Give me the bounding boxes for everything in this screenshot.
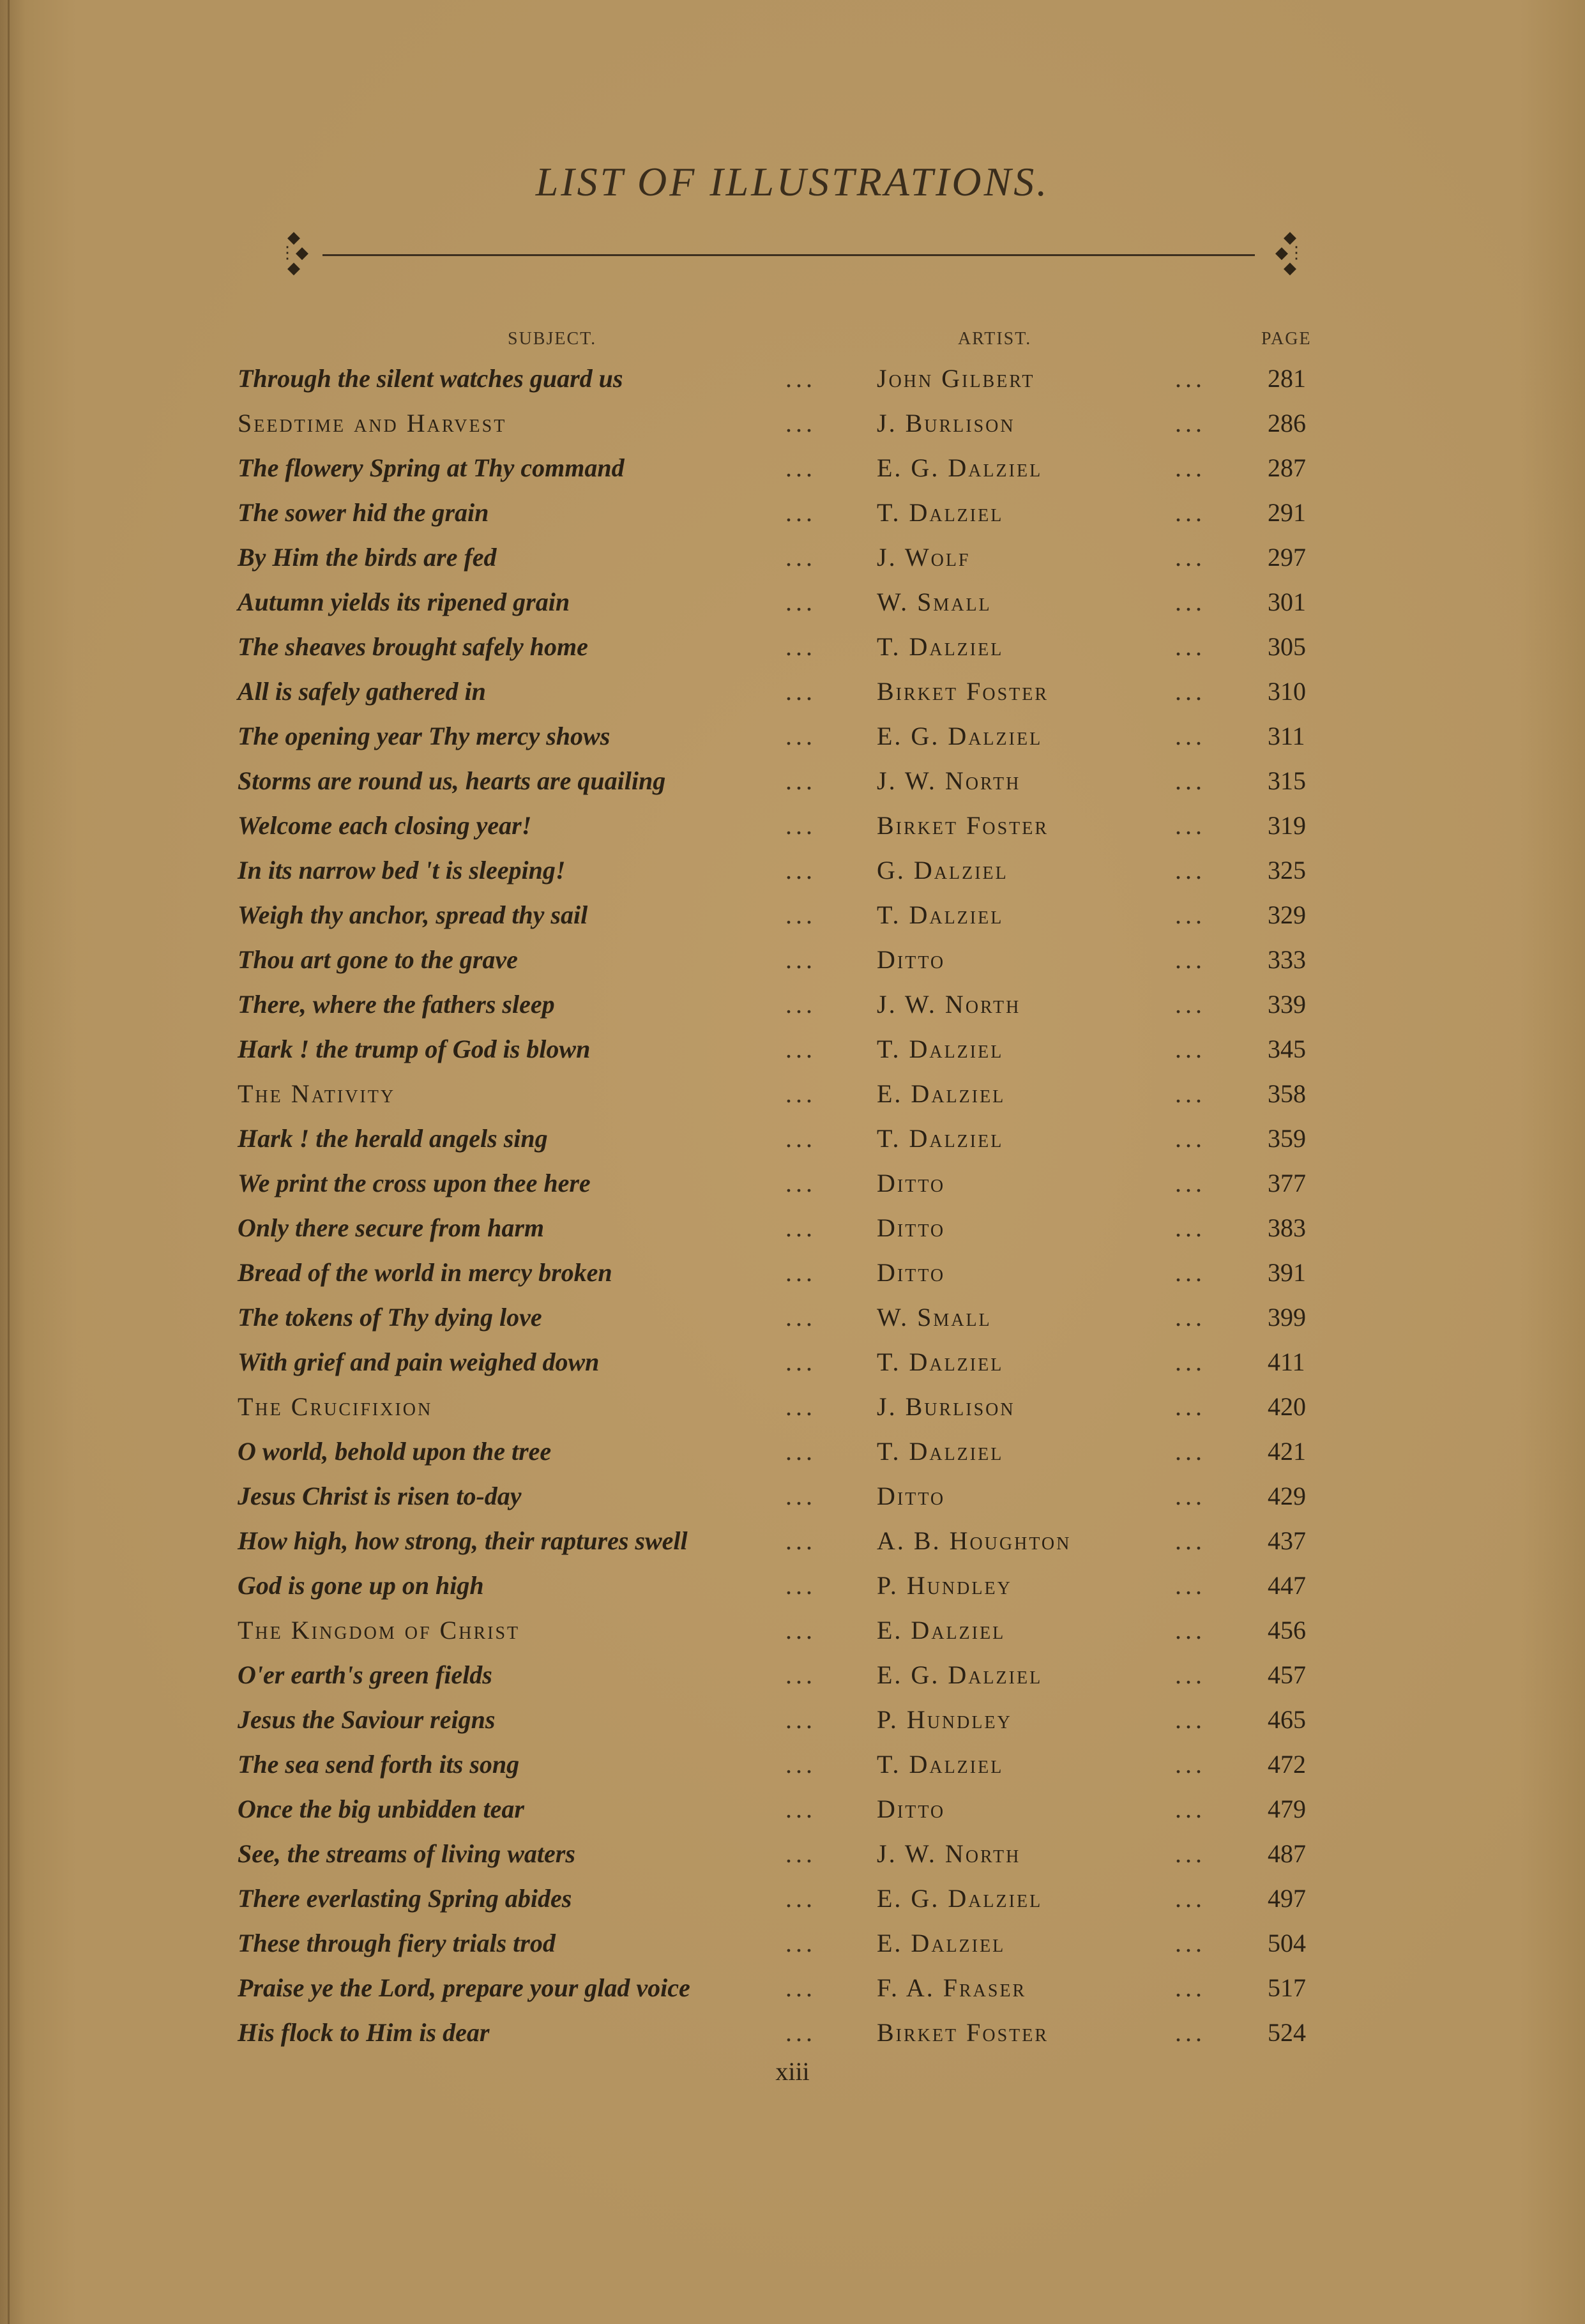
illustration-subject: Hark ! the herald angels sing [238, 1124, 548, 1153]
illustration-artist: J. Burlison [877, 409, 1015, 437]
illustration-artist: T. Dalziel [877, 1750, 1004, 1779]
dot-leader: ... [785, 1973, 816, 2002]
dot-leader: ... [785, 722, 816, 750]
illustration-page-number: 286 [1268, 409, 1306, 437]
dot-leader: ... [1175, 900, 1206, 929]
illustration-artist: E. G. Dalziel [877, 1660, 1043, 1689]
illustration-artist: Ditto [877, 1169, 946, 1197]
dot-leader: ... [1175, 677, 1206, 706]
dot-leader: ... [1175, 543, 1206, 572]
illustration-subject: There, where the fathers sleep [238, 990, 555, 1019]
list-item [0, 490, 1585, 535]
illustration-subject: Welcome each closing year! [238, 811, 532, 840]
list-item [0, 356, 1585, 401]
illustration-page-number: 517 [1268, 1973, 1306, 2002]
illustration-page-number: 447 [1268, 1571, 1306, 1600]
dot-leader: ... [1175, 498, 1206, 527]
page-number: xiii [775, 2057, 810, 2086]
illustration-subject: Jesus the Saviour reigns [238, 1705, 496, 1734]
column-headers [0, 329, 1585, 354]
list-item [0, 1161, 1585, 1206]
dot-leader: ... [785, 1929, 816, 1957]
list-item [0, 1787, 1585, 1832]
illustration-page-number: 391 [1268, 1258, 1306, 1287]
dot-leader: ... [785, 1035, 816, 1063]
dot-leader: ... [785, 1213, 816, 1242]
illustration-page-number: 315 [1268, 766, 1306, 795]
dot-leader: ... [1175, 1929, 1206, 1957]
illustration-artist: E. G. Dalziel [877, 453, 1043, 482]
dot-leader: ... [785, 1124, 816, 1153]
list-item [0, 1340, 1585, 1385]
illustration-artist: E. Dalziel [877, 1929, 1006, 1957]
illustration-page-number: 291 [1268, 498, 1306, 527]
illustration-subject: God is gone up on high [238, 1571, 484, 1600]
dot-leader: ... [785, 1660, 816, 1689]
list-item [0, 535, 1585, 580]
dot-leader: ... [1175, 1437, 1206, 1466]
horizontal-rule [322, 254, 1255, 256]
dot-leader: ... [785, 1437, 816, 1466]
list-item [0, 401, 1585, 446]
illustration-artist: E. G. Dalziel [877, 722, 1043, 750]
dot-leader: ... [1175, 811, 1206, 840]
dot-leader: ... [1175, 1258, 1206, 1287]
dot-leader: ... [1175, 1839, 1206, 1868]
illustration-subject: There everlasting Spring abides [238, 1884, 572, 1913]
illustration-page-number: 319 [1268, 811, 1306, 840]
dot-leader: ... [1175, 1660, 1206, 1689]
illustration-page-number: 339 [1268, 990, 1306, 1019]
illustration-artist: John Gilbert [877, 364, 1035, 393]
title-rule [255, 224, 1328, 287]
illustration-subject: With grief and pain weighed down [238, 1348, 600, 1376]
illustration-subject: By Him the birds are fed [238, 543, 497, 572]
illustration-artist: Ditto [877, 1213, 946, 1242]
dot-leader: ... [785, 409, 816, 437]
dot-leader: ... [1175, 632, 1206, 661]
illustration-subject: In its narrow bed 't is sleeping! [238, 856, 566, 885]
illustration-page-number: 333 [1268, 945, 1306, 974]
illustration-page-number: 359 [1268, 1124, 1306, 1153]
illustration-artist: E. Dalziel [877, 1616, 1006, 1644]
dot-leader: ... [785, 1616, 816, 1644]
dot-leader: ... [1175, 1616, 1206, 1644]
dot-leader: ... [785, 856, 816, 885]
illustration-artist: E. Dalziel [877, 1079, 1006, 1108]
illustration-artist: T. Dalziel [877, 1124, 1004, 1153]
illustration-subject: Weigh thy anchor, spread thy sail [238, 900, 588, 929]
illustration-artist: G. Dalziel [877, 856, 1008, 885]
illustration-artist: W. Small [877, 588, 992, 616]
dot-leader: ... [1175, 1482, 1206, 1510]
illustration-artist: T. Dalziel [877, 1437, 1004, 1466]
illustration-page-number: 358 [1268, 1079, 1306, 1108]
illustration-subject: Autumn yields its ripened grain [238, 588, 570, 616]
illustration-page-number: 399 [1268, 1303, 1306, 1332]
dot-leader: ... [1175, 1526, 1206, 1555]
illustration-subject: Hark ! the trump of God is blown [238, 1035, 591, 1063]
illustration-subject: How high, how strong, their raptures swell [238, 1526, 688, 1555]
dot-leader: ... [1175, 1884, 1206, 1913]
dot-leader: ... [1175, 364, 1206, 393]
illustration-artist: Birket Foster [877, 811, 1049, 840]
illustration-subject: Through the silent watches guard us [238, 364, 623, 393]
illustration-page-number: 497 [1268, 1884, 1306, 1913]
illustration-page-number: 310 [1268, 677, 1306, 706]
illustration-page-number: 472 [1268, 1750, 1306, 1779]
illustration-artist: T. Dalziel [877, 498, 1004, 527]
illustration-artist: J. Burlison [877, 1392, 1015, 1421]
illustration-subject: The opening year Thy mercy shows [238, 722, 610, 750]
dot-leader: ... [785, 900, 816, 929]
list-item [0, 1563, 1585, 1608]
dot-leader: ... [1175, 1705, 1206, 1734]
dot-leader: ... [785, 945, 816, 974]
dot-leader: ... [1175, 766, 1206, 795]
illustration-subject: The sheaves brought safely home [238, 632, 588, 661]
illustration-subject: The flowery Spring at Thy command [238, 453, 625, 482]
illustration-page-number: 487 [1268, 1839, 1306, 1868]
list-item [0, 1027, 1585, 1072]
illustration-subject: His flock to Him is dear [238, 2018, 490, 2047]
illustration-artist: Ditto [877, 1258, 946, 1287]
dot-leader: ... [1175, 1392, 1206, 1421]
list-item [0, 893, 1585, 938]
list-item [0, 625, 1585, 669]
list-item [0, 714, 1585, 759]
illustration-subject: Thou art gone to the grave [238, 945, 518, 974]
list-item [0, 1653, 1585, 1697]
illustration-subject: Praise ye the Lord, prepare your glad voice [238, 1973, 690, 2002]
list-item [0, 1876, 1585, 1921]
illustration-subject: These through fiery trials trod [238, 1929, 556, 1957]
illustration-page-number: 281 [1268, 364, 1306, 393]
page-header: PAGE [1261, 329, 1312, 349]
illustration-artist: Ditto [877, 1795, 946, 1823]
illustration-page-number: 456 [1268, 1616, 1306, 1644]
illustration-artist: T. Dalziel [877, 632, 1004, 661]
illustration-subject: Bread of the world in mercy broken [238, 1258, 612, 1287]
dot-leader: ... [1175, 722, 1206, 750]
illustration-artist: T. Dalziel [877, 1035, 1004, 1063]
list-item [0, 1697, 1585, 1742]
artist-header: ARTIST. [958, 329, 1032, 349]
dot-leader: ... [785, 1079, 816, 1108]
dot-leader: ... [785, 588, 816, 616]
illustration-page-number: 504 [1268, 1929, 1306, 1957]
illustration-artist: A. B. Houghton [877, 1526, 1072, 1555]
dot-leader: ... [1175, 1571, 1206, 1600]
dot-leader: ... [1175, 1213, 1206, 1242]
dot-leader: ... [1175, 1750, 1206, 1779]
illustration-subject: The Crucifixion [238, 1392, 433, 1421]
illustration-page-number: 383 [1268, 1213, 1306, 1242]
illustration-subject: O'er earth's green fields [238, 1660, 492, 1689]
illustration-artist: T. Dalziel [877, 900, 1004, 929]
list-item [0, 1072, 1585, 1116]
dot-leader: ... [1175, 990, 1206, 1019]
list-item [0, 1385, 1585, 1429]
dot-leader: ... [785, 1348, 816, 1376]
dot-leader: ... [1175, 1348, 1206, 1376]
dot-leader: ... [785, 1795, 816, 1823]
illustration-artist: J. W. North [877, 1839, 1021, 1868]
subject-header: SUBJECT. [508, 329, 597, 349]
illustration-page-number: 311 [1268, 722, 1305, 750]
dot-leader: ... [1175, 2018, 1206, 2047]
illustration-artist: P. Hundley [877, 1705, 1012, 1734]
list-item [0, 982, 1585, 1027]
list-item [0, 2010, 1585, 2055]
dot-leader: ... [1175, 453, 1206, 482]
illustration-artist: P. Hundley [877, 1571, 1012, 1600]
illustration-subject: Only there secure from harm [238, 1213, 544, 1242]
dot-leader: ... [785, 1839, 816, 1868]
dot-leader: ... [785, 1705, 816, 1734]
dot-leader: ... [1175, 1973, 1206, 2002]
illustration-page-number: 377 [1268, 1169, 1306, 1197]
dot-leader: ... [1175, 1124, 1206, 1153]
dot-leader: ... [785, 677, 816, 706]
illustration-subject: Storms are round us, hearts are quailing [238, 766, 666, 795]
illustration-subject: The sower hid the grain [238, 498, 489, 527]
dot-leader: ... [1175, 1303, 1206, 1332]
list-item [0, 1474, 1585, 1519]
illustration-artist: W. Small [877, 1303, 992, 1332]
dot-leader: ... [1175, 409, 1206, 437]
dot-leader: ... [1175, 945, 1206, 974]
dot-leader: ... [785, 453, 816, 482]
dot-leader: ... [785, 766, 816, 795]
dot-leader: ... [785, 2018, 816, 2047]
illustration-artist: T. Dalziel [877, 1348, 1004, 1376]
dot-leader: ... [785, 1884, 816, 1913]
illustration-page-number: 421 [1268, 1437, 1306, 1466]
illustration-subject: The tokens of Thy dying love [238, 1303, 542, 1332]
dot-leader: ... [785, 1303, 816, 1332]
illustration-subject: The Kingdom of Christ [238, 1616, 520, 1644]
list-item [0, 446, 1585, 490]
dot-leader: ... [785, 1750, 816, 1779]
illustration-subject: Jesus Christ is risen to-day [238, 1482, 522, 1510]
dot-leader: ... [785, 364, 816, 393]
list-item [0, 580, 1585, 625]
illustration-page-number: 429 [1268, 1482, 1306, 1510]
list-item [0, 1966, 1585, 2010]
page-title: LIST OF ILLUSTRATIONS. [535, 159, 1050, 204]
dot-leader: ... [1175, 856, 1206, 885]
list-item [0, 1116, 1585, 1161]
dot-leader: ... [785, 1571, 816, 1600]
dot-leader: ... [785, 811, 816, 840]
dot-leader: ... [785, 498, 816, 527]
diamond-ornament-icon: ◆ ⋮◆ ◆ [279, 228, 308, 277]
dot-leader: ... [785, 632, 816, 661]
dot-leader: ... [785, 1526, 816, 1555]
list-item [0, 1519, 1585, 1563]
illustration-page-number: 325 [1268, 856, 1306, 885]
list-item [0, 1295, 1585, 1340]
illustration-artist: Birket Foster [877, 677, 1049, 706]
diamond-ornament-icon: ◆ ◆⋮ ◆ [1275, 228, 1305, 277]
illustration-subject: The sea send forth its song [238, 1750, 520, 1779]
list-item [0, 1832, 1585, 1876]
dot-leader: ... [785, 1169, 816, 1197]
list-item [0, 1921, 1585, 1966]
list-item [0, 848, 1585, 893]
illustration-page-number: 457 [1268, 1660, 1306, 1689]
illustration-artist: J. W. North [877, 990, 1021, 1019]
illustration-subject: O world, behold upon the tree [238, 1437, 552, 1466]
dot-leader: ... [1175, 1035, 1206, 1063]
illustration-page-number: 465 [1268, 1705, 1306, 1734]
list-item [0, 759, 1585, 803]
dot-leader: ... [1175, 588, 1206, 616]
dot-leader: ... [1175, 1079, 1206, 1108]
illustration-artist: J. Wolf [877, 543, 971, 572]
list-item [0, 1608, 1585, 1653]
illustration-page-number: 345 [1268, 1035, 1306, 1063]
list-item [0, 1250, 1585, 1295]
list-item [0, 669, 1585, 714]
dot-leader: ... [785, 990, 816, 1019]
dot-leader: ... [1175, 1169, 1206, 1197]
illustration-artist: E. G. Dalziel [877, 1884, 1043, 1913]
dot-leader: ... [785, 543, 816, 572]
dot-leader: ... [785, 1258, 816, 1287]
illustration-artist: Ditto [877, 945, 946, 974]
illustration-page-number: 420 [1268, 1392, 1306, 1421]
illustration-page-number: 329 [1268, 900, 1306, 929]
illustration-subject: We print the cross upon thee here [238, 1169, 591, 1197]
illustration-artist: F. A. Fraser [877, 1973, 1027, 2002]
illustration-page-number: 305 [1268, 632, 1306, 661]
list-item [0, 938, 1585, 982]
illustration-page-number: 437 [1268, 1526, 1306, 1555]
dot-leader: ... [785, 1392, 816, 1421]
illustration-artist: Ditto [877, 1482, 946, 1510]
list-item [0, 1742, 1585, 1787]
list-item [0, 1429, 1585, 1474]
illustration-subject: All is safely gathered in [238, 677, 486, 706]
illustration-subject: The Nativity [238, 1079, 396, 1108]
illustration-page-number: 411 [1268, 1348, 1305, 1376]
illustration-page-number: 297 [1268, 543, 1306, 572]
illustrations-list [0, 356, 1585, 2055]
dot-leader: ... [1175, 1795, 1206, 1823]
dot-leader: ... [785, 1482, 816, 1510]
illustration-page-number: 287 [1268, 453, 1306, 482]
illustration-page-number: 479 [1268, 1795, 1306, 1823]
illustration-subject: Once the big unbidden tear [238, 1795, 524, 1823]
list-item [0, 803, 1585, 848]
illustration-subject: Seedtime and Harvest [238, 409, 507, 437]
illustration-subject: See, the streams of living waters [238, 1839, 575, 1868]
illustration-artist: Birket Foster [877, 2018, 1049, 2047]
illustration-page-number: 524 [1268, 2018, 1306, 2047]
illustration-artist: J. W. North [877, 766, 1021, 795]
illustration-page-number: 301 [1268, 588, 1306, 616]
list-item [0, 1206, 1585, 1250]
